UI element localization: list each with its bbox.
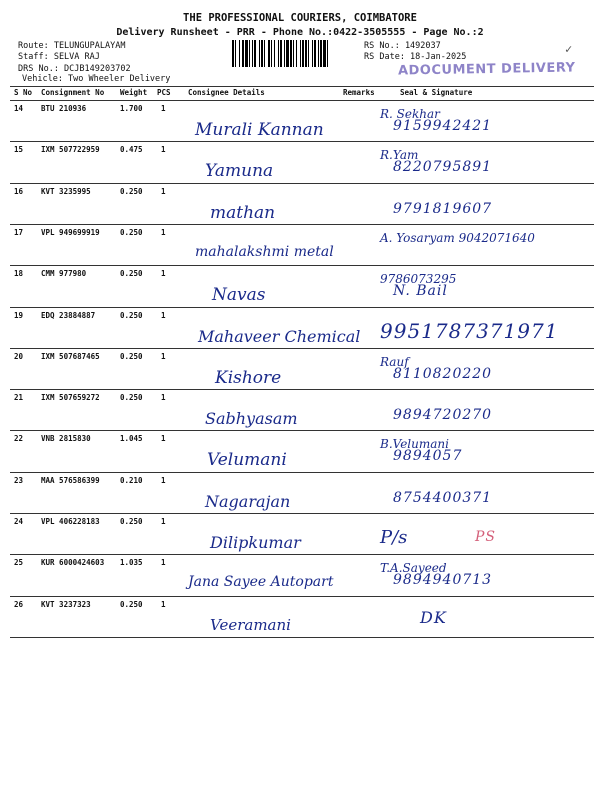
header-bottom-rule <box>10 100 594 101</box>
row-consignment-no: KUR 6000424603 <box>41 558 105 568</box>
row-divider <box>10 141 594 142</box>
row-consignment-no: IXM 507659272 <box>41 393 100 403</box>
row-signature: 9951787371971 <box>380 318 559 343</box>
delivery-stamp: ADOCUMENT DELIVERY <box>397 60 576 79</box>
row-pcs: 1 <box>161 269 166 279</box>
vehicle-info: Vehicle: Two Wheeler Delivery <box>22 74 171 84</box>
row-divider <box>10 554 594 555</box>
row-signature: Rauf <box>380 354 409 369</box>
row-phone-handwritten: N. Bail <box>393 283 448 300</box>
row-consignment-no: MAA 576586399 <box>41 475 100 485</box>
row-consignee-handwritten: Navas <box>212 285 266 306</box>
row-sno: 15 <box>14 145 24 155</box>
row-pcs: 1 <box>161 227 166 237</box>
row-sno: 25 <box>14 558 24 568</box>
row-divider <box>10 637 594 638</box>
row-consignment-no: IXM 507722959 <box>41 145 100 155</box>
row-consignment-no: VPL 406228183 <box>41 517 100 526</box>
row-divider <box>10 183 594 184</box>
col-consignee: Consignee Details <box>188 88 265 97</box>
row-divider <box>10 596 594 597</box>
row-divider <box>10 224 594 225</box>
row-signature: T.A.Sayeed <box>380 561 447 576</box>
row-signature: 9786073295 <box>380 272 457 287</box>
row-pcs: 1 <box>161 599 166 609</box>
row-sno: 17 <box>14 227 24 237</box>
row-consignment-no: KVT 3235995 <box>41 186 91 196</box>
row-consignment-no: VPL 949699919 <box>41 227 100 237</box>
runsheet-subtitle: Delivery Runsheet - PRR - Phone No.:0422-3505555 - Page No.:2 <box>116 27 484 38</box>
col-pcs: PCS <box>157 88 171 97</box>
row-weight: 0.250 <box>120 186 143 196</box>
route-info: Route: TELUNGUPALAYAM <box>18 41 126 51</box>
row-signature: R.Yam <box>380 148 419 163</box>
row-weight: 1.700 <box>120 104 143 113</box>
row-divider <box>10 430 594 431</box>
row-weight: 0.210 <box>120 475 143 485</box>
row-pcs: 1 <box>161 517 166 526</box>
col-sno: S No <box>14 88 33 97</box>
row-weight: 0.250 <box>120 269 143 279</box>
column-header-row <box>10 86 594 100</box>
row-consignee-handwritten: Veeramani <box>210 615 291 634</box>
row-pcs: 1 <box>161 351 166 361</box>
row-signature: P/s <box>380 527 408 548</box>
row-signature: B.Velumani <box>380 437 449 452</box>
row-weight: 1.045 <box>120 434 143 444</box>
row-divider <box>10 389 594 390</box>
rs-date: RS Date: 18-Jan-2025 <box>364 52 467 62</box>
row-phone-handwritten: 9159942421 <box>393 118 493 134</box>
row-phone-handwritten: 8110820220 <box>393 365 493 382</box>
check-mark-icon: ✓ <box>565 42 573 56</box>
row-phone-handwritten: 8220795891 <box>393 159 493 176</box>
row-pcs: 1 <box>161 145 166 155</box>
row-phone-handwritten: 9894940713 <box>393 572 493 589</box>
row-sno: 20 <box>14 351 24 361</box>
row-sno: 26 <box>14 599 24 609</box>
row-consignee-handwritten: Nagarajan <box>205 491 291 511</box>
row-pcs: 1 <box>161 310 166 320</box>
row-divider <box>10 513 594 514</box>
row-sno: 16 <box>14 186 24 196</box>
row-sno: 18 <box>14 269 24 279</box>
row-divider <box>10 265 594 266</box>
row-consignee-handwritten: Mahaveer Chemical <box>198 326 361 346</box>
row-pcs: 1 <box>161 558 166 568</box>
row-phone-handwritten: 9894720270 <box>393 407 493 424</box>
row-consignee-handwritten: Kishore <box>215 367 282 388</box>
row-weight: 1.035 <box>120 558 143 568</box>
company-title: THE PROFESSIONAL COURIERS, COIMBATORE <box>183 12 417 24</box>
row-consignee-handwritten: Jana Sayee Autopart <box>188 574 334 591</box>
row-consignment-no: IXM 507687465 <box>41 351 100 361</box>
col-consignment: Consignment No <box>41 88 105 97</box>
row-consignment-no: EDQ 23884887 <box>41 310 96 320</box>
row-phone-handwritten: 9791819607 <box>393 200 493 217</box>
col-weight: Weight <box>120 88 148 97</box>
row-signature: A. Yosaryam 9042071640 <box>380 230 535 245</box>
row-sno: 19 <box>14 310 24 320</box>
row-divider <box>10 472 594 473</box>
row-consignment-no: VNB 2815830 <box>41 434 91 444</box>
row-weight: 0.250 <box>120 599 143 609</box>
row-sno: 22 <box>14 434 24 444</box>
row-pcs: 1 <box>161 104 166 113</box>
row-weight: 0.250 <box>120 310 143 320</box>
row-weight: 0.250 <box>120 517 143 526</box>
row-consignment-no: KVT 3237323 <box>41 599 91 609</box>
col-remarks: Remarks <box>343 88 375 97</box>
row-phone-handwritten: DK <box>420 607 447 627</box>
row-divider <box>10 307 594 308</box>
row-sno: 24 <box>14 517 24 526</box>
barcode <box>232 40 360 67</box>
row-phone-handwritten: PS <box>475 529 497 545</box>
row-consignee-handwritten: mathan <box>210 202 276 223</box>
row-consignee-handwritten: mahalakshmi metal <box>195 243 334 260</box>
row-pcs: 1 <box>161 475 166 485</box>
rs-number: RS No.: 1492037 <box>364 41 441 51</box>
row-consignment-no: BTU 210936 <box>41 104 87 113</box>
row-consignee-handwritten: Murali Kannan <box>195 120 324 140</box>
barcode-bar <box>328 40 330 67</box>
row-consignee-handwritten: Dilipkumar <box>210 533 301 552</box>
row-divider <box>10 348 594 349</box>
row-consignee-handwritten: Velumani <box>207 450 287 471</box>
staff-info: Staff: SELVA RAJ <box>18 52 100 62</box>
col-signature: Seal & Signature <box>400 88 473 97</box>
row-sno: 21 <box>14 393 24 403</box>
row-pcs: 1 <box>161 186 166 196</box>
row-pcs: 1 <box>161 393 166 403</box>
row-sno: 14 <box>14 104 24 113</box>
drs-info: DRS No.: DCJB149203702 <box>18 64 131 74</box>
row-consignee-handwritten: Sabhyasam <box>205 409 298 429</box>
row-weight: 0.475 <box>120 145 143 155</box>
row-signature: R. Sekhar <box>380 107 440 121</box>
row-consignment-no: CMM 977980 <box>41 269 87 279</box>
row-phone-handwritten: 8754400371 <box>393 489 493 506</box>
row-sno: 23 <box>14 475 24 485</box>
row-weight: 0.250 <box>120 351 143 361</box>
row-consignee-handwritten: Yamuna <box>205 161 274 182</box>
row-weight: 0.250 <box>120 227 143 237</box>
row-pcs: 1 <box>161 434 166 444</box>
row-weight: 0.250 <box>120 393 143 403</box>
row-phone-handwritten: 9894057 <box>393 448 463 465</box>
